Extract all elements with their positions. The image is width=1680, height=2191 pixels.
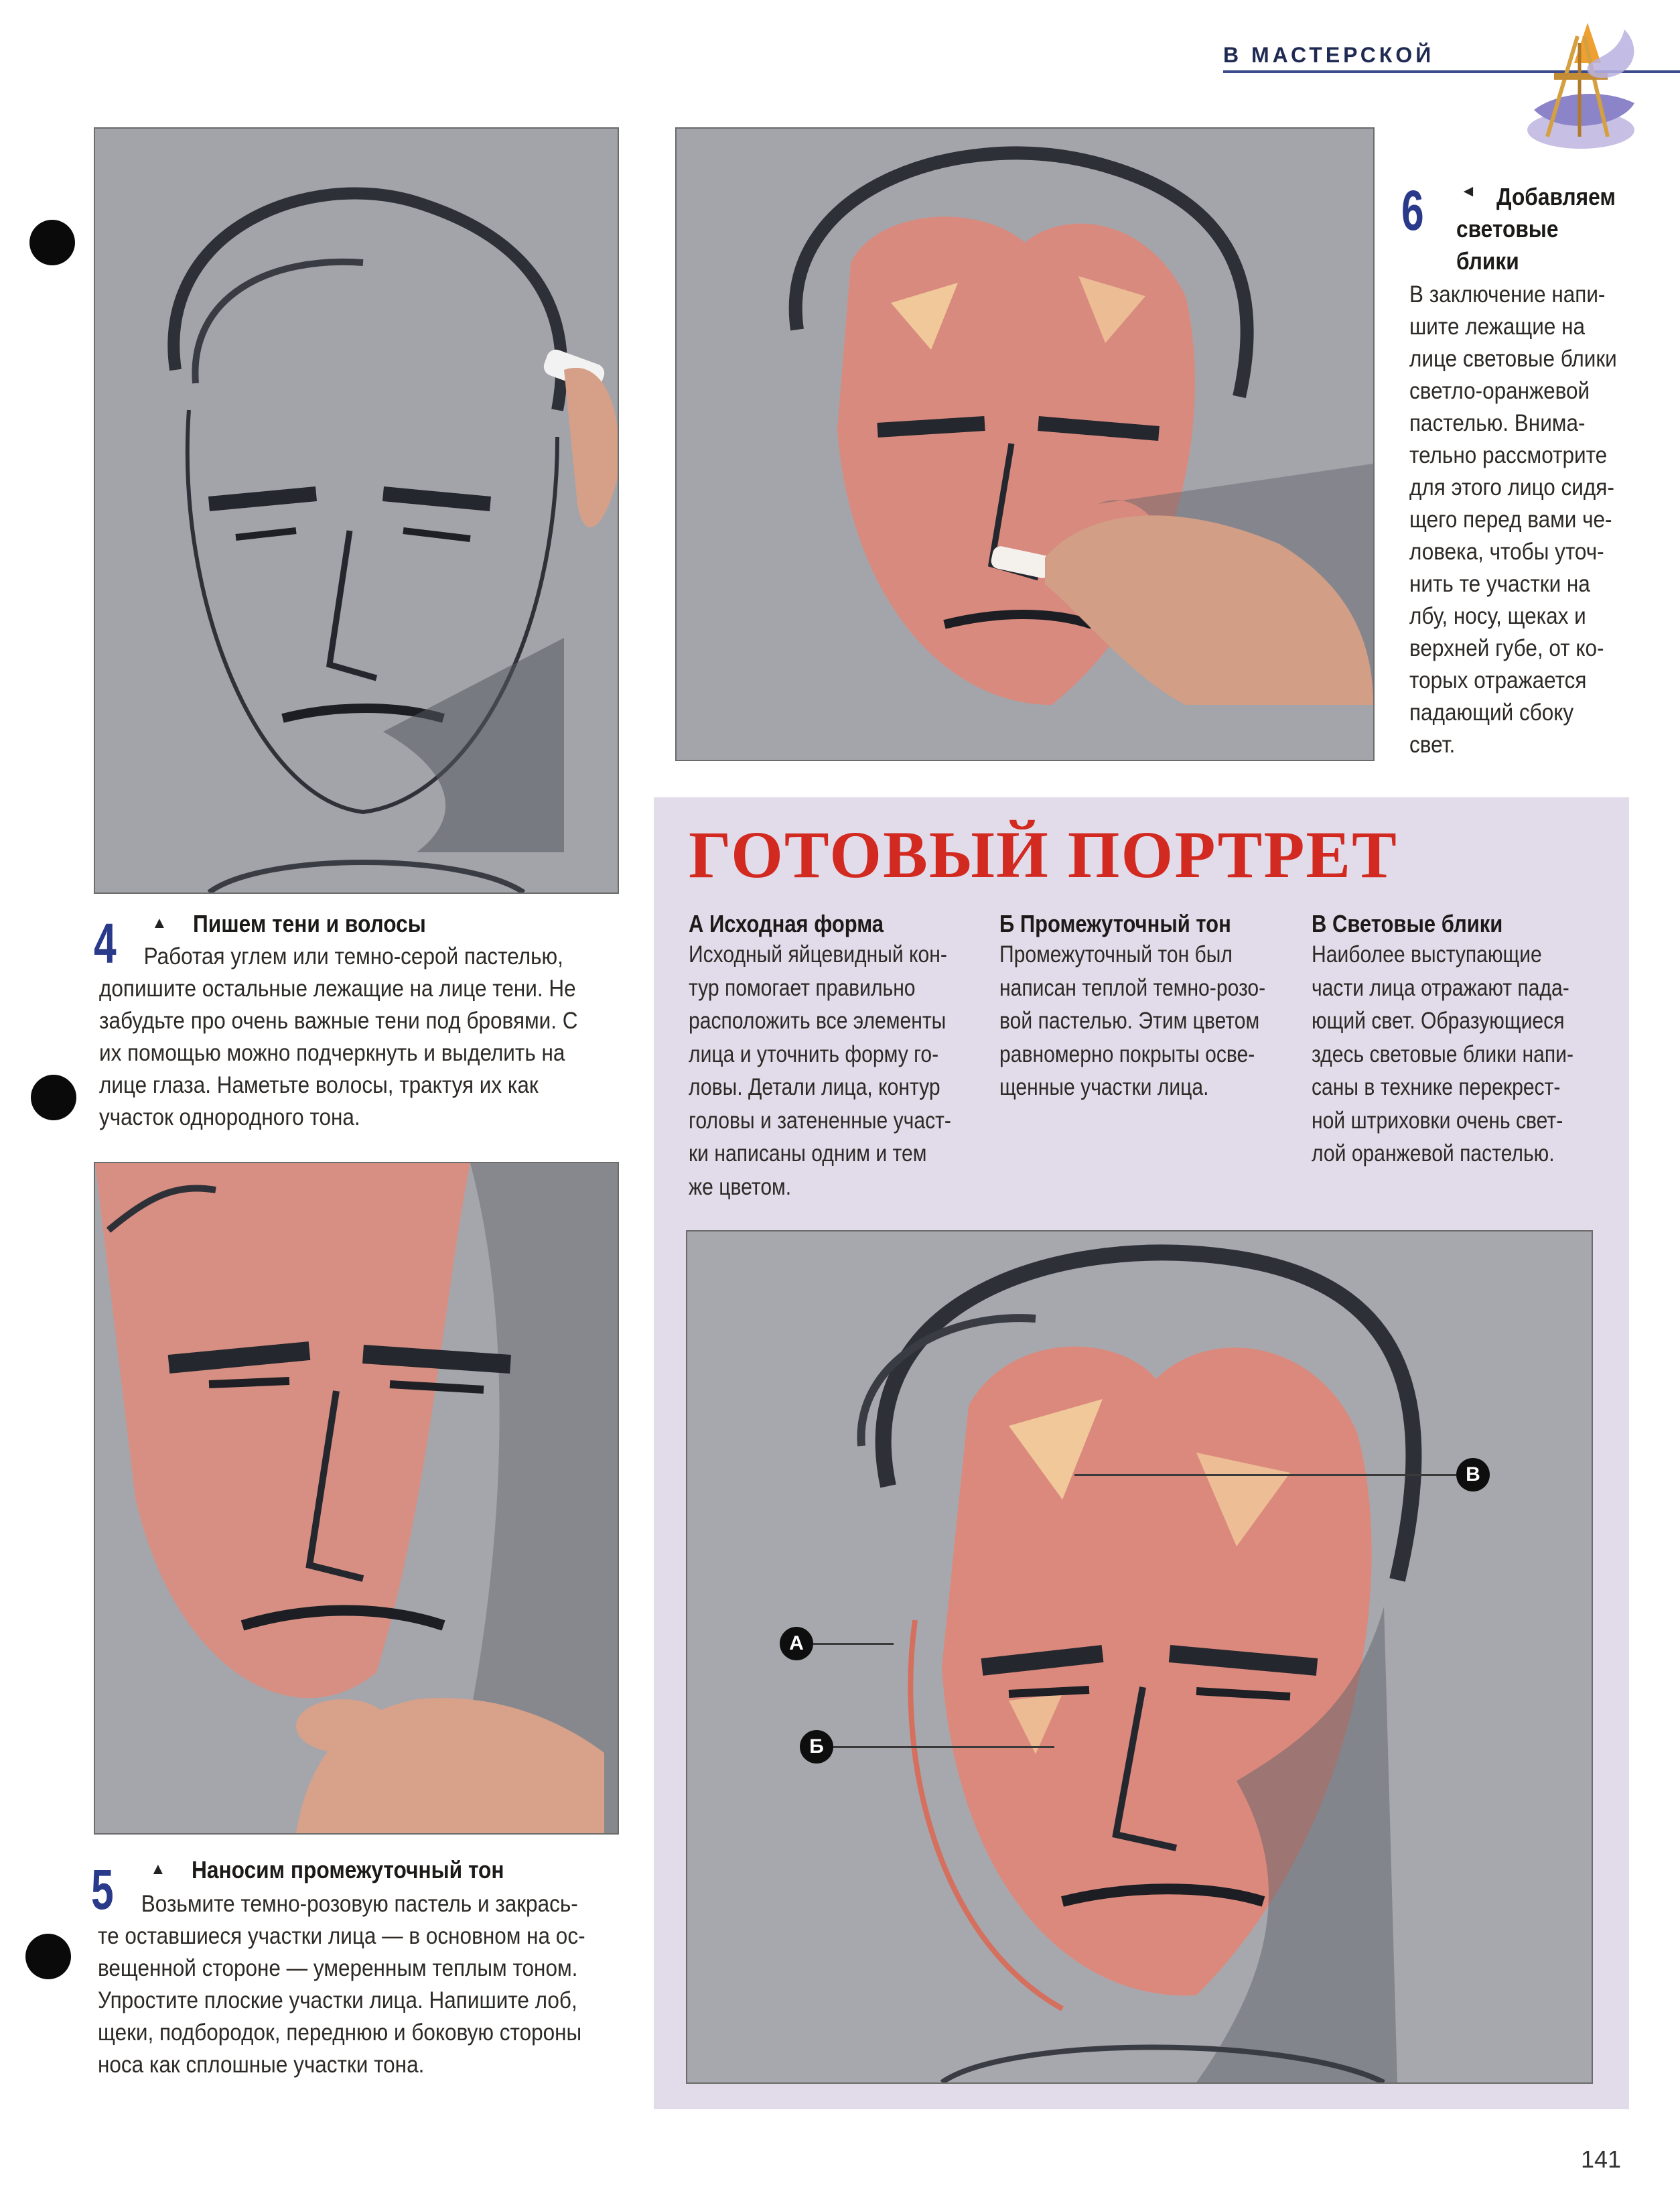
text-line: участок однородного тона.	[99, 1104, 360, 1130]
step-title: Пишем тени и волосы	[193, 910, 426, 937]
text-line: допишите остальные лежащие на лице тени. Не	[99, 976, 576, 1002]
punch-hole	[25, 1934, 71, 1979]
text-line: носа как сплошные участки тона.	[98, 2052, 425, 2078]
text-line: щенные участки лица.	[999, 1074, 1209, 1100]
step-title-cont	[1456, 213, 1558, 277]
title-line: Добавляем	[1496, 183, 1616, 210]
callout-marker-b: Б	[800, 1730, 833, 1764]
text-line: тур помогает правильно	[689, 974, 916, 1001]
photo-step-6	[675, 127, 1375, 761]
text-line: щего перед вами че-	[1409, 507, 1612, 533]
triangle-up-icon: ▲	[151, 914, 167, 932]
text-line: расположить все элементы	[689, 1008, 947, 1034]
text-line: саны в технике перекрест-	[1312, 1074, 1561, 1100]
photo-step-4	[94, 127, 619, 894]
text-line: свет.	[1409, 732, 1456, 758]
text-line: равномерно покрыты осве-	[999, 1041, 1255, 1067]
callout-marker-a: А	[780, 1627, 813, 1660]
column-middle-tone	[999, 910, 1309, 1104]
step-text	[98, 1888, 585, 2081]
text-line: Наиболее выступающие	[1312, 941, 1542, 968]
text-line: В заключение напи-	[1409, 281, 1606, 308]
column-heading: В Световые блики	[1312, 910, 1503, 937]
column-text	[689, 938, 951, 1203]
text-line: написан теплой темно-розо-	[999, 974, 1266, 1001]
text-line: торых отражается	[1409, 667, 1587, 693]
title-line: световые	[1456, 215, 1559, 243]
triangle-up-icon: ▲	[150, 1860, 166, 1878]
text-line: ловека, чтобы уточ-	[1409, 539, 1604, 565]
text-line: ки написаны одним и тем	[689, 1140, 927, 1167]
text-line: те оставшиеся участки лица — в основном на ос-	[98, 1923, 585, 1949]
step-text	[1409, 279, 1617, 761]
text-line: Упростите плоские участки лица. Напишите лоб,	[98, 1987, 577, 2013]
text-line: верхней губе, от ко-	[1409, 635, 1604, 661]
text-line: ловы. Детали лица, контур	[689, 1074, 940, 1100]
text-line: лбу, носу, щеках и	[1409, 603, 1586, 629]
page-number: 141	[1581, 2145, 1622, 2173]
text-line: лице световые блики	[1409, 346, 1617, 372]
column-text	[999, 938, 1265, 1104]
text-line: нить те участки на	[1409, 571, 1590, 597]
panel-title: ГОТОВЫЙ ПОРТРЕТ	[689, 817, 1398, 892]
text-line: вой пастелью. Этим цветом	[999, 1008, 1260, 1034]
punch-hole	[29, 220, 75, 265]
punch-hole	[31, 1075, 76, 1120]
photo-step-5	[94, 1162, 619, 1835]
step-number: 5	[91, 1858, 114, 1921]
callout-marker-v: В	[1456, 1458, 1490, 1491]
text-line: для этого лицо сидя-	[1409, 474, 1614, 501]
easel-logo-icon	[1507, 9, 1641, 157]
column-heading: Б Промежуточный тон	[999, 910, 1231, 937]
step-title	[1496, 181, 1616, 213]
text-line: падающий сбоку	[1409, 700, 1574, 726]
text-line: лице глаза. Наметьте волосы, трактуя их как	[99, 1072, 539, 1098]
text-line: лица и уточнить форму го-	[689, 1041, 939, 1067]
callout-leader	[1074, 1474, 1456, 1476]
step-text	[99, 941, 578, 1134]
step-number: 6	[1401, 179, 1424, 242]
text-line: вещенной стороне — умеренным теплым тоном.	[98, 1955, 578, 1981]
text-line: шите лежащие на	[1409, 314, 1586, 340]
photo-finished-portrait	[686, 1230, 1593, 2084]
column-initial-form	[689, 910, 994, 1203]
text-line: же цветом.	[689, 1173, 792, 1200]
text-line: Возьмите темно-розовую пастель и закрась-	[141, 1891, 578, 1917]
text-line: ной штриховки очень свет-	[1312, 1107, 1563, 1134]
column-highlights	[1312, 910, 1616, 1171]
text-line: пастелью. Внима-	[1409, 410, 1586, 436]
text-line: щеки, подбородок, переднюю и боковую стороны	[98, 2019, 582, 2046]
section-label: В МАСТЕРСКОЙ	[1223, 43, 1435, 67]
text-line: Промежуточный тон был	[999, 941, 1233, 968]
text-line: забудьте про очень важные тени под бровями. С	[99, 1008, 578, 1034]
text-line: лой оранжевой пастелью.	[1312, 1140, 1555, 1167]
text-line: светло-оранжевой	[1409, 378, 1590, 404]
text-line: части лица отражают пада-	[1312, 974, 1569, 1001]
text-line: Исходный яйцевидный кон-	[689, 941, 947, 968]
triangle-left-icon: ◄	[1460, 182, 1476, 200]
text-line: головы и затененные участ-	[689, 1107, 951, 1134]
title-line: блики	[1456, 247, 1519, 275]
callout-leader	[833, 1746, 1054, 1748]
callout-leader	[813, 1643, 894, 1645]
text-line: тельно рассмотрите	[1409, 442, 1608, 468]
column-heading: А Исходная форма	[689, 910, 884, 937]
column-text	[1312, 938, 1573, 1171]
text-line: ющий свет. Образующиеся	[1312, 1008, 1565, 1034]
text-line: их помощью можно подчеркнуть и выделить на	[99, 1040, 565, 1066]
step-number: 4	[94, 912, 117, 975]
step-title: Наносим промежуточный тон	[192, 1856, 504, 1883]
text-line: здесь световые блики напи-	[1312, 1041, 1574, 1067]
text-line: Работая углем или темно-серой пастелью,	[143, 943, 563, 970]
